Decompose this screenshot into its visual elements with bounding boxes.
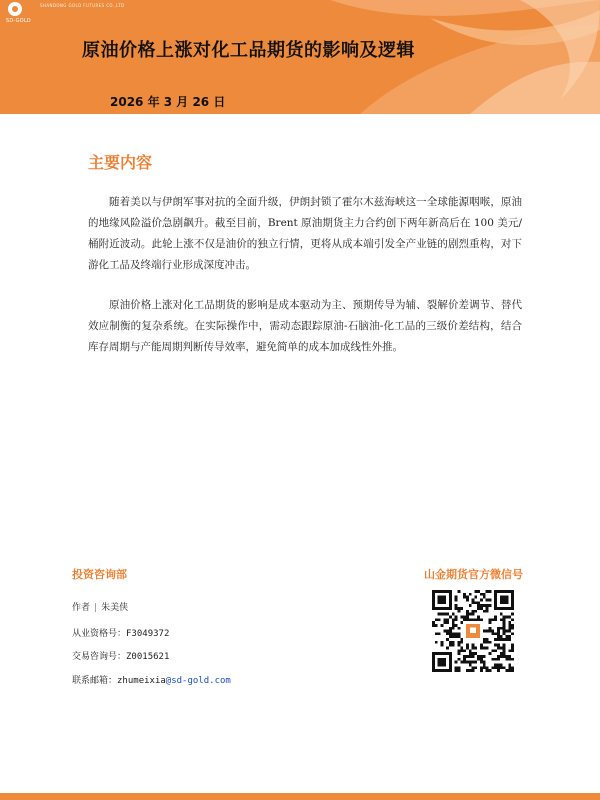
department-title: 投资咨询部 xyxy=(72,568,127,581)
email-label: 联系邮箱： xyxy=(72,676,118,686)
section-title: 主要内容 xyxy=(88,153,153,172)
email-link[interactable]: @sd-gold.com xyxy=(165,676,231,686)
author-separator: | xyxy=(94,603,98,613)
logo-text: SD-GOLD xyxy=(6,18,31,24)
license-label: 从业资格号： xyxy=(72,629,127,639)
author-name: 朱美侠 xyxy=(101,603,129,613)
author-line xyxy=(72,600,128,613)
invest-value: Z0015621 xyxy=(126,652,170,662)
invest-label: 交易咨询号： xyxy=(72,652,127,662)
license-value: F3049372 xyxy=(126,629,170,639)
invest-line xyxy=(72,649,169,662)
email-line xyxy=(72,673,231,686)
report-title: 原油价格上涨对化工品期货的影响及逻辑 xyxy=(82,40,415,61)
qr-code-icon xyxy=(432,590,514,672)
logo-mark-icon xyxy=(8,2,22,16)
company-logo xyxy=(6,2,36,26)
summary-paragraph-2: 原油价格上涨对化工品期货的影响是成本驱动为主、预期传导为辅、裂解价差调节、替代效应制衡的复杂系统。在实际操作中，需动态跟踪原油-石脑油-化工品的三级价差结构，结合库存周期与产能周期判断传导效率，避免简单的成本加成线性外推。 xyxy=(88,299,522,353)
bottom-bar xyxy=(0,793,600,800)
report-header xyxy=(0,0,600,114)
license-line xyxy=(72,626,169,639)
summary-paragraph-1: 随着美以与伊朗军事对抗的全面升级，伊朗封锁了霍尔木兹海峡这一全球能源咽喉，原油的地缘风险溢价急剧飙升。截至目前，Brent 原油期货主力合约创下两年新高后在 100 美元/桶附近波动。此轮上涨不仅是油价的独立行情，更将从成本端引发全产业链的剧烈重构，对下游化工品及终端行业形成深度冲击。 xyxy=(88,196,522,271)
wechat-title: 山金期货官方微信号 xyxy=(424,568,523,581)
logo-caption: SHANDONG GOLD FUTURES CO.,LTD xyxy=(40,3,125,8)
author-label: 作者 xyxy=(72,603,91,613)
report-date: 2026 年 3 月 26 日 xyxy=(110,95,226,109)
email-user: zhumeixia xyxy=(117,676,166,686)
